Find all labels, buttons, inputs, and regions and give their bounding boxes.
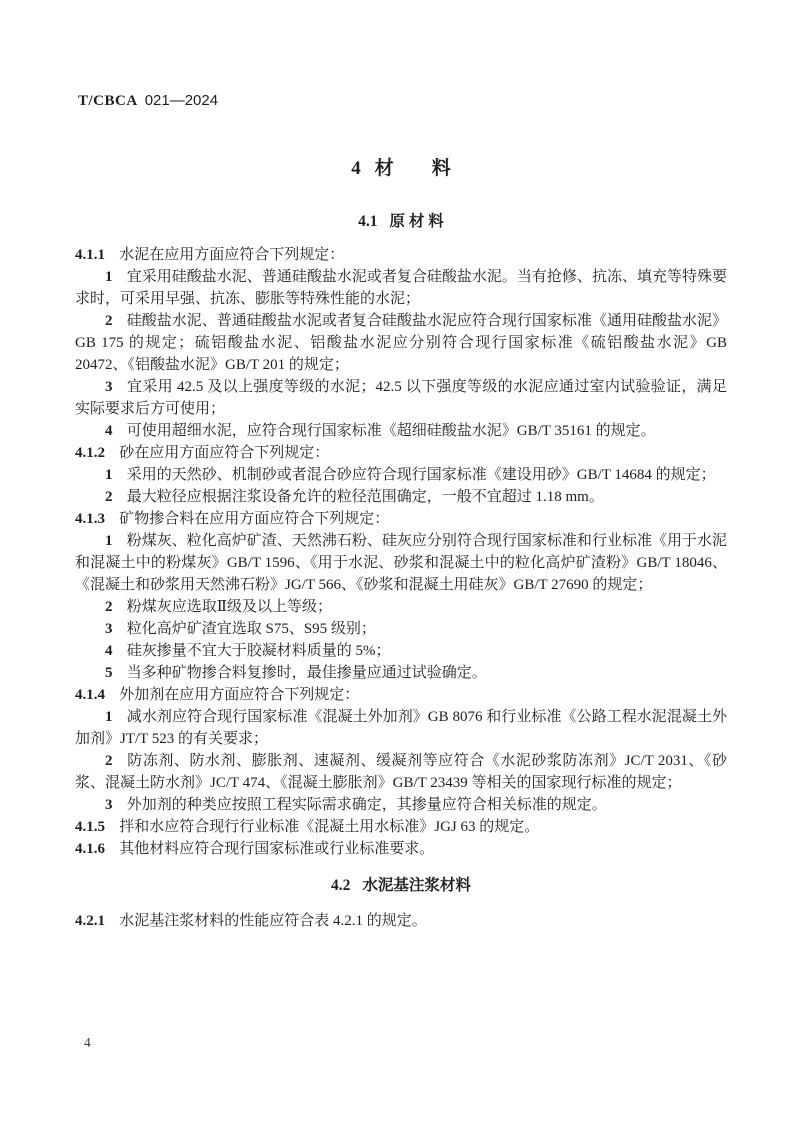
- list-item: [75, 618, 727, 640]
- item-text: 外加剂的种类应按照工程实际需求确定，其掺量应符合相关标准的规定。: [126, 797, 607, 813]
- clause-text: 水泥在应用方面应符合下列规定：: [119, 247, 345, 263]
- item-text: 最大粒径应根据注浆设备允许的粒径范围确定，一般不宜超过 1.18 mm。: [126, 489, 604, 505]
- item-number: 1: [105, 269, 113, 285]
- document-body: [75, 157, 727, 932]
- item-number: 2: [105, 753, 113, 769]
- item-text: 硅酸盐水泥、普通硅酸盐水泥或者复合硅酸盐水泥应符合现行国家标准《通用硅酸盐水泥》GB 175 的规定；硫铝酸盐水泥、铝酸盐水泥应分别符合现行国家标准《硫铝酸盐水泥》GB 20472、《铝酸盐水泥》GB/T 201 的规定；: [75, 313, 727, 373]
- doc-code-prefix: T/CBCA: [78, 93, 138, 109]
- doc-code-header: [78, 92, 218, 110]
- chapter-number: 4: [351, 158, 361, 179]
- item-text: 粉煤灰、粒化高炉矿渣、天然沸石粉、硅灰应分别符合现行国家标准和行业标准《用于水泥和混凝土中的粉煤灰》GB/T 1596、《用于水泥、砂浆和混凝土中的粒化高炉矿渣粉》GB/T 18046、《混凝土和砂浆用天然沸石粉》JG/T 566、《砂浆和混凝土用硅灰》GB/T 27690 的规定；: [75, 533, 727, 593]
- clause-text: 拌和水应符合现行行业标准《混凝土用水标准》JGJ 63 的规定。: [119, 819, 540, 835]
- item-number: 2: [105, 489, 113, 505]
- item-number: 1: [105, 467, 113, 483]
- list-item: [75, 596, 727, 618]
- item-number: 4: [105, 423, 113, 439]
- clause-text: 外加剂在应用方面应符合下列规定：: [119, 687, 360, 703]
- clause-4-1-2: [75, 442, 727, 464]
- clause-number: 4.2.1: [75, 913, 105, 929]
- section-4-1-title: 原 材 料: [389, 213, 444, 230]
- item-text: 防冻剂、防水剂、膨胀剂、速凝剂、缓凝剂等应符合《水泥砂浆防冻剂》JC/T 2031、《砂浆、混凝土防水剂》JC/T 474、《混凝土膨胀剂》GB/T 23439 等相关的国家现行标准的规定；: [75, 753, 727, 791]
- item-number: 5: [105, 665, 113, 681]
- chapter-title: [75, 157, 727, 181]
- item-number: 3: [105, 621, 113, 637]
- list-item: [75, 464, 727, 486]
- item-text: 粉煤灰应选取Ⅱ级及以上等级；: [126, 599, 332, 615]
- item-number: 2: [105, 599, 113, 615]
- list-item: [75, 376, 727, 420]
- list-item: [75, 530, 727, 596]
- item-text: 宜采用硅酸盐水泥、普通硅酸盐水泥或者复合硅酸盐水泥。当有抢修、抗冻、填充等特殊要求时，可采用早强、抗冻、膨胀等特殊性能的水泥；: [75, 269, 727, 307]
- clause-text: 其他材料应符合现行国家标准或行业标准要求。: [119, 841, 435, 857]
- chapter-title-text: 材 料: [374, 158, 451, 179]
- list-item: [75, 420, 727, 442]
- list-item: [75, 662, 727, 684]
- section-4-1-number: 4.1: [358, 213, 378, 230]
- item-number: 2: [105, 313, 113, 329]
- clause-4-1-3: [75, 508, 727, 530]
- section-4-2-number: 4.2: [331, 877, 351, 894]
- clause-number: 4.1.5: [75, 819, 105, 835]
- item-number: 1: [105, 709, 113, 725]
- item-text: 硅灰掺量不宜大于胶凝材料质量的 5%；: [126, 643, 391, 659]
- list-item: [75, 706, 727, 750]
- doc-code-number: 021—2024: [144, 92, 219, 109]
- clause-4-1-6: [75, 838, 727, 860]
- list-item: [75, 266, 727, 310]
- clause-number: 4.1.4: [75, 687, 105, 703]
- item-text: 当多种矿物掺合料复掺时，最佳掺量应通过试验确定。: [126, 665, 487, 681]
- clause-number: 4.1.3: [75, 511, 105, 527]
- clause-text: 水泥基注浆材料的性能应符合表 4.2.1 的规定。: [119, 913, 427, 929]
- clause-4-1-4: [75, 684, 727, 706]
- list-item: [75, 750, 727, 794]
- item-number: 1: [105, 533, 113, 549]
- list-item: [75, 794, 727, 816]
- page-number: 4: [84, 1035, 91, 1050]
- list-item: [75, 640, 727, 662]
- item-number: 4: [105, 643, 113, 659]
- item-text: 可使用超细水泥，应符合现行国家标准《超细硅酸盐水泥》GB/T 35161 的规定。: [126, 423, 656, 439]
- item-text: 宜采用 42.5 及以上强度等级的水泥；42.5 以下强度等级的水泥应通过室内试验验证，满足实际要求后方可使用；: [75, 379, 727, 417]
- clause-number: 4.1.1: [75, 247, 105, 263]
- item-number: 3: [105, 379, 113, 395]
- list-item: [75, 310, 727, 376]
- section-heading-4-1: [75, 211, 727, 233]
- item-text: 粒化高炉矿渣宜选取 S75、S95 级别；: [126, 621, 376, 637]
- clause-4-1-1: [75, 244, 727, 266]
- clause-4-1-5: [75, 816, 727, 838]
- clause-number: 4.1.6: [75, 841, 105, 857]
- section-heading-4-2: [75, 875, 727, 897]
- clause-4-2-1: [75, 910, 727, 932]
- item-text: 采用的天然砂、机制砂或者混合砂应符合现行国家标准《建设用砂》GB/T 14684 的规定；: [126, 467, 716, 483]
- clause-text: 砂在应用方面应符合下列规定：: [119, 445, 330, 461]
- item-number: 3: [105, 797, 113, 813]
- clause-text: 矿物掺合料在应用方面应符合下列规定：: [119, 511, 390, 527]
- clause-number: 4.1.2: [75, 445, 105, 461]
- item-text: 减水剂应符合现行国家标准《混凝土外加剂》GB 8076 和行业标准《公路工程水泥混凝土外加剂》JT/T 523 的有关要求；: [75, 709, 727, 747]
- list-item: [75, 486, 727, 508]
- section-4-2-title: 水泥基注浆材料: [362, 877, 471, 894]
